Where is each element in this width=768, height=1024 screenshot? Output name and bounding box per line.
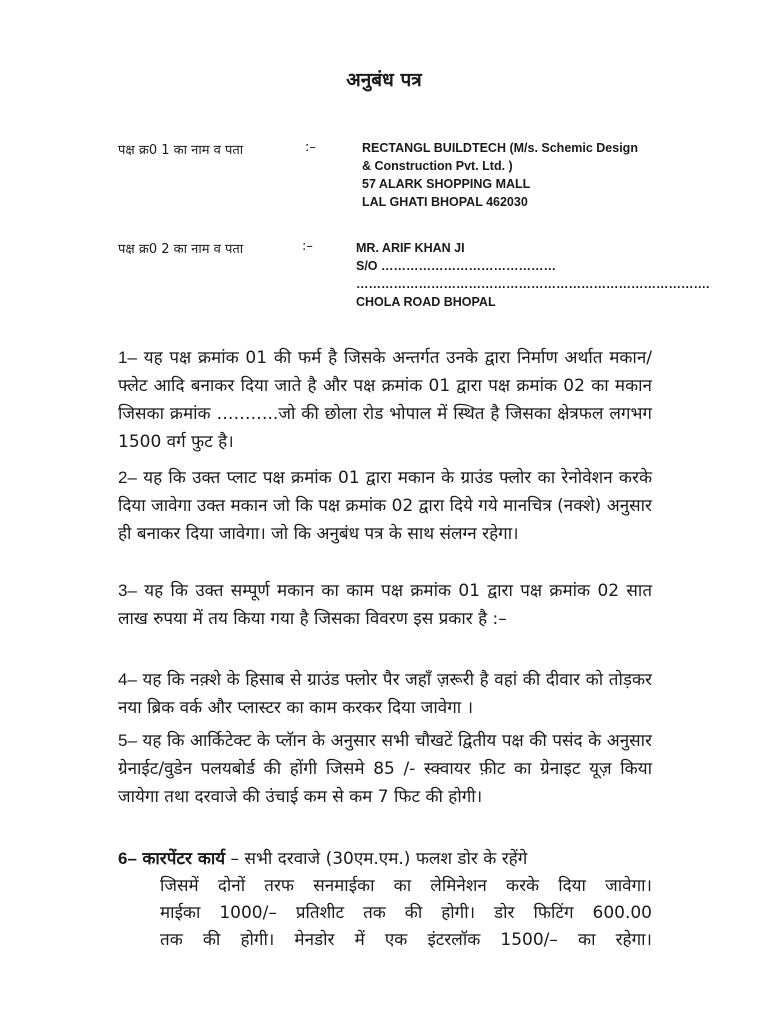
clause-number: 1– xyxy=(118,348,137,367)
clause-1 xyxy=(118,344,652,456)
party2-address-line: CHOLA ROAD BHOPAL xyxy=(356,295,496,309)
party1-address-line: LAL GHATI BHOPAL 462030 xyxy=(362,195,528,209)
clause-text: सभी दरवाजे (30एम.एम.) फलश डोर के रहेंगे xyxy=(244,849,528,869)
party1-address xyxy=(362,139,638,211)
clause-6-line: जिसमें दोनों तरफ सनमाईका का लेमिनेशन करके दिया जावेगा। xyxy=(160,876,652,896)
clause-number: 3– xyxy=(118,581,137,600)
clause-text: यह कि आर्किटेक्ट के प्लॅान के अनुसार सभी चौखटें द्वितीय पक्ष की पसंद के अनुसार ग्रेनाईट/वुडेन पलयबोर्ड की होंगी जिसमे 85 /- स्क्वायर फ़ीट का ग्रेनाइट यूज़ किया जायेगा तथा दरवाजे की उंचाई कम से कम 7 फिट की होगी। xyxy=(118,731,653,807)
clause-number: 5– xyxy=(118,731,137,750)
page-title: अनुबंध पत्र xyxy=(346,69,422,91)
party1-label: पक्ष क्र0 1 का नाम व पता xyxy=(118,143,244,158)
clause-number: 4– xyxy=(118,670,137,689)
clause-6 xyxy=(118,845,652,954)
party1-address-line: & Construction Pvt. Ltd. ) xyxy=(362,159,513,173)
party1-separator: :– xyxy=(305,140,316,155)
clause-text: यह पक्ष क्रमांक 01 की फर्म है जिसके अन्तर्गत उनके द्वारा निर्माण अर्थात मकान/फ्लेट आदि बनाकर दिया जाते है और पक्ष क्रमांक 01 द्वारा पक्ष क्रमांक 02 का मकान जिसका क्रमांक ………..जो की छोला रोड भोपाल में स्थित है जिसका क्षेत्रफल लगभग 1500 वर्ग फुट है। xyxy=(118,348,652,452)
clause-6-line: तक की होगी। मेनडोर में एक इंटरलॉक 1500/– का रहेगा। xyxy=(160,930,652,950)
clause-6-first-line xyxy=(118,845,652,873)
clause-text: यह कि उक्त प्लाट पक्ष क्रमांक 01 द्वारा मकान के ग्राउंड फ्लोर का रेनोवेशन करके दिया जावेगा उक्त मकान जो कि पक्ष क्रमांक 02 द्वारा दिये गये मानचित्र (नक्शे) अनुसार ही बनाकर दिया जावेगा। जो कि अनुबंध पत्र के साथ संलग्न रहेगा। xyxy=(118,468,652,544)
clause-text: यह कि नक़्शे के हिसाब से ग्राउंड फ्लोर पैर जहाँ ज़रूरी है वहां की दीवार को तोड़कर नया ब्रिक वर्क और प्लास्टर का काम करकर दिया जावेगा । xyxy=(118,670,652,718)
party2-separator: :– xyxy=(302,239,313,254)
clause-3 xyxy=(118,577,652,633)
party1-address-line: 57 ALARK SHOPPING MALL xyxy=(362,177,531,191)
clause-4 xyxy=(118,666,652,722)
party2-label: पक्ष क्र0 2 का नाम व पता xyxy=(118,242,244,257)
clause-number: 2– xyxy=(118,468,137,487)
clause-text: यह कि उक्त सम्पूर्ण मकान का काम पक्ष क्रमांक 01 द्वारा पक्ष क्रमांक 02 सात लाख रुपया में तय किया गया है जिसका विवरण इस प्रकार है :– xyxy=(118,581,653,629)
party2-address-line: MR. ARIF KHAN JI xyxy=(356,241,465,255)
clause-6-line: माईका 1000/– प्रतिशीट तक की होगी। डोर फिटिंग 600.00 xyxy=(160,903,652,923)
party2-address-line: S/O …………………………………… xyxy=(356,259,557,273)
clause-heading-dash: – xyxy=(225,849,245,869)
party2-address-line: …………………………………………………………………………. xyxy=(356,277,710,291)
clause-5 xyxy=(118,727,652,811)
clause-2 xyxy=(118,464,652,548)
clause-heading: कारपेंटर कार्य xyxy=(142,849,226,869)
party2-address xyxy=(356,239,709,311)
clause-number: 6– xyxy=(118,849,137,868)
party1-address-line: RECTANGL BUILDTECH (M/s. Schemic Design xyxy=(362,141,638,155)
